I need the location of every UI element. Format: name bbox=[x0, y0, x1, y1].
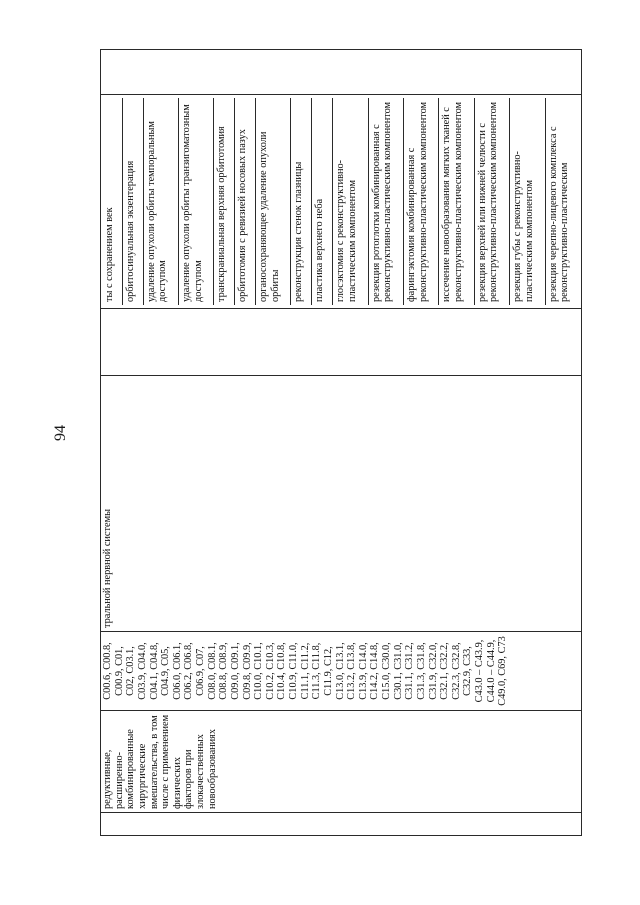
cost-cell bbox=[101, 50, 582, 95]
methods-list bbox=[102, 98, 580, 305]
row-number-cell bbox=[101, 813, 582, 836]
method-item: транскраниальная верхняя орбитотомия bbox=[214, 98, 235, 305]
method-item: орбитосинуальная экзентерация bbox=[122, 98, 143, 305]
method-item: иссечение новообразования мягких тканей с реконструктивно-пластическим компонентом bbox=[439, 98, 474, 305]
method-item: удаление опухоли орбиты темпоральным доступом bbox=[143, 98, 178, 305]
method-item: ты с сохранением век bbox=[102, 98, 122, 305]
icd-codes-cell: C00.6, C00.8, C00.9, C01, C02, C03.1, C03.9, C04.0, C04.1, C04.8, C04.9, C05, C06.0, C06.1, C06.2, C06.8, C06.9, C07, C08.0, C08.1, C08.8, C08.9, C09.0, C09.1, C09.8, C09.9, C10.0, C10.1, C10.2, C10.3, C10.4, C10.8, C10.9, C11.0, C11.1, C11.2, C11.3, C11.8, C11.9, C12, C13.0, C13.1, C13.2, C13.8, C13.9, C14.0, C14.2, C14.8, C15.0, C30.0, C30.1, C31.0, C31.1, C31.2, C31.3, C31.8, C31.9, C32.0, C32.1, C32.2, C32.3, C32.8, C32.9, C33, C43.0 – C43.9, C44.0 – C44.9, C49.0, C69, C73 bbox=[101, 632, 582, 711]
method-item: реконструкция стенок глазницы bbox=[291, 98, 312, 305]
treatment-type-cell bbox=[101, 309, 582, 376]
page-number: 94 bbox=[52, 425, 69, 441]
method-item: пластика верхнего неба bbox=[312, 98, 333, 305]
method-item: удаление опухоли орбиты транзигоматозным доступом bbox=[178, 98, 213, 305]
method-item: резекция черепно-лицевого комплекса с реконструктивно-пластическим bbox=[547, 126, 571, 302]
method-item: резекция верхней или нижней челюсти с реконструктивно-пластическим компонентом bbox=[474, 98, 509, 305]
methods-cell bbox=[101, 95, 582, 309]
diagnosis-cell: тральной нервной системы bbox=[101, 376, 582, 632]
table-row bbox=[101, 50, 582, 836]
rotated-table-page bbox=[100, 49, 582, 836]
medical-care-table bbox=[100, 49, 582, 836]
method-item: резекция ротоглотки комбинированная с реконструктивно-пластическим компонентом bbox=[368, 98, 403, 305]
care-description-cell: редуктивные, расширенно-комбинированные хирургические вмешательства, в том числе с применением физических факторов при злокачественных новообразованиях bbox=[101, 711, 582, 813]
method-item: резекция губы с реконструктивно-пластическим компонентом bbox=[510, 98, 545, 305]
method-item: орбитотомия с ревизией носовых пазух bbox=[235, 98, 256, 305]
method-item: органосохраняющее удаление опухоли орбиты bbox=[256, 98, 291, 305]
method-item: глосэктомия с реконструктивно-пластическим компонентом bbox=[333, 98, 368, 305]
method-item: фарингэктомия комбинированная с реконструктивно-пластическим компонентом bbox=[403, 98, 438, 305]
